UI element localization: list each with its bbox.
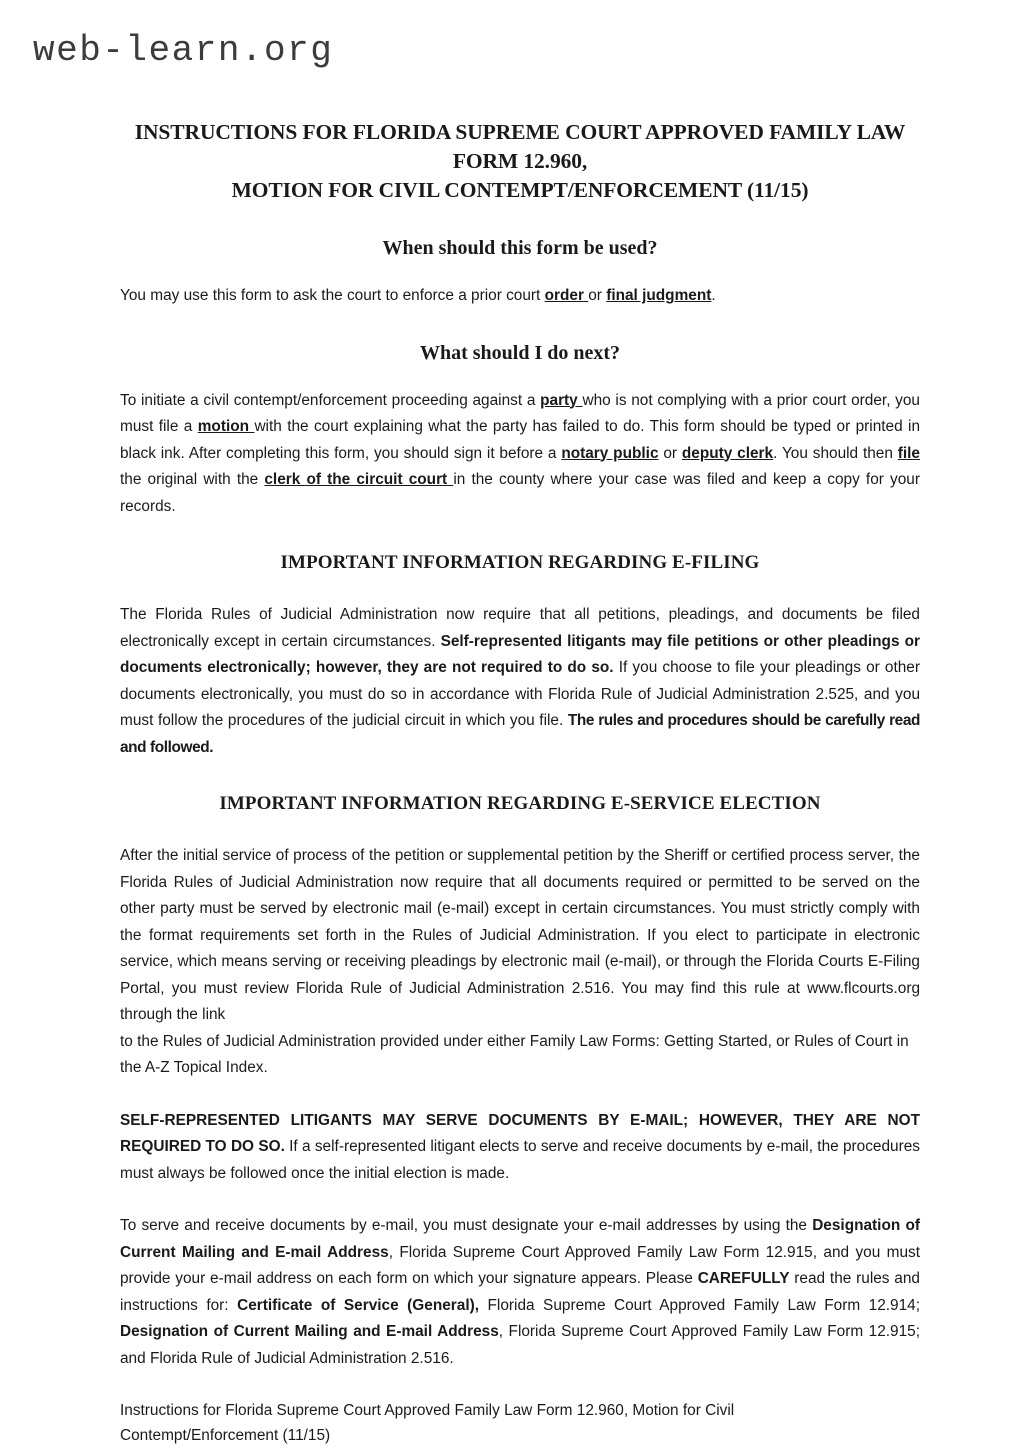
text-segment: If you choose to file your pleadings or other documents electronically, you must do so in accordance with Florida Rule of Judicial Administration 2.525, and you must follow the procedures of the judicial circuit in which you file.	[120, 659, 920, 729]
term-file: file	[897, 444, 920, 462]
paragraph-e-filing	[120, 602, 920, 761]
footer-note-line-2: Contempt/Enforcement (11/15)	[120, 1427, 331, 1444]
text-segment: with the court explaining what the party has failed to do. This form should be typed or printed in black ink. After completing this form, you should sign it before a	[120, 418, 921, 462]
emphasis-carefully: CAREFULLY	[697, 1270, 790, 1287]
footer-note-line-1: Instructions for Florida Supreme Court Approved Family Law Form 12.960, Motion for Civil	[120, 1402, 735, 1419]
term-clerk-of-the-circuit-court: clerk of the circuit court	[264, 471, 454, 488]
text-segment: . You should then	[773, 444, 898, 462]
emphasis-designation-form-1: Designation of Current Mailing and E-mail Address	[120, 1217, 920, 1261]
emphasis-self-represented-may-serve: SELF-REPRESENTED LITIGANTS MAY SERVE DOCUMENTS BY E-MAIL; HOWEVER, THEY ARE NOT REQUIRED TO DO SO.	[120, 1111, 920, 1155]
emphasis-certificate-of-service: Certificate of Service (General),	[237, 1296, 480, 1314]
term-deputy-clerk: deputy clerk	[681, 444, 774, 462]
site-watermark: web-learn.org	[33, 30, 334, 71]
text-segment: Florida Supreme Court Approved Family Law Form 12.914;	[479, 1296, 920, 1314]
emphasis-self-represented-may-file: Self-represented litigants may file petitions or other pleadings or documents electronically; however, they are not required to do so.	[120, 632, 920, 676]
paragraph-what-next	[120, 388, 920, 521]
text-segment: or	[588, 287, 607, 304]
text-segment: The Florida Rules of Judicial Administration now require that all petitions, pleadings, and documents be filed electronically except in certain circumstances.	[120, 606, 920, 650]
term-notary-public: notary public	[561, 444, 659, 462]
text-segment: To initiate a civil contempt/enforcement proceeding against a	[120, 391, 541, 409]
text-segment: If a self-represented litigant elects to serve and receive documents by e-mail, the procedures must always be followed once the initial election is made.	[120, 1138, 920, 1182]
page-title-line-1: INSTRUCTIONS FOR FLORIDA SUPREME COURT APPROVED FAMILY LAW	[134, 120, 906, 144]
heading-e-filing: IMPORTANT INFORMATION REGARDING E-FILING	[280, 552, 760, 573]
page-title	[120, 118, 920, 205]
term-final-judgment: final judgment	[606, 287, 712, 304]
page-title-line-2: FORM 12.960,	[452, 149, 588, 173]
text-segment: You may use this form to ask the court to enforce a prior court	[120, 287, 545, 304]
text-segment: To serve and receive documents by e-mail, you must designate your e-mail addresses by using the	[120, 1217, 813, 1234]
emphasis-designation-form-2: Designation of Current Mailing and E-mail Address	[120, 1323, 499, 1340]
text-segment: read the rules and instructions for:	[120, 1270, 920, 1314]
emphasis-rules-read-and-followed: The rules and procedures should be carefully read and followed.	[120, 712, 920, 756]
paragraph-e-service-main-tail: to the Rules of Judicial Administration provided under either Family Law Forms: Getting Started, or Rules of Court in the A-Z Topical Index.	[120, 1032, 909, 1076]
paragraph-e-service-main: After the initial service of process of the petition or supplemental petition by the Sheriff or certified process server, the Florida Rules of Judicial Administration now require that all documents required or permitted to be served on the other party must be served by electronic mail (e-mail) except in certain circumstances. You must strictly comply with the format requirements set forth in the Rules of Judicial Administration. If you elect to participate in electronic service, which means serving or receiving pleadings by electronic mail (e-mail), or through the Florida Courts E-Filing Portal, you must review Florida Rule of Judicial Administration 2.516. You may find this rule at www.flcourts.org through the link	[120, 847, 920, 1023]
text-segment: the original with the	[120, 471, 265, 488]
text-segment: .	[711, 287, 716, 304]
text-segment: or	[658, 444, 682, 462]
text-segment: , Florida Supreme Court Approved Family Law Form 12.915, and you must provide your e-mail address on each form on which your signature appears. Please	[120, 1243, 920, 1287]
page-title-line-3: MOTION FOR CIVIL CONTEMPT/ENFORCEMENT (11/15)	[231, 178, 809, 202]
term-party: party	[540, 391, 583, 409]
text-segment: in the county where your case was filed and keep a copy for your records.	[120, 471, 920, 515]
heading-when-should-form-be-used: When should this form be used?	[382, 237, 658, 259]
term-motion: motion	[197, 418, 255, 435]
text-segment: who is not complying with a prior court order, you must file a	[120, 391, 920, 435]
heading-e-service-election: IMPORTANT INFORMATION REGARDING E-SERVICE ELECTION	[219, 793, 821, 814]
paragraph-when-used	[120, 283, 920, 310]
heading-what-should-i-do-next: What should I do next?	[419, 341, 621, 364]
term-order: order	[544, 287, 589, 304]
paragraph-e-service-designation	[120, 1213, 920, 1372]
document-content	[120, 118, 920, 1448]
text-segment: , Florida Supreme Court Approved Family Law Form 12.915; and Florida Rule of Judicial Administration 2.516.	[120, 1323, 921, 1367]
paragraph-e-service-notice	[120, 1108, 920, 1188]
